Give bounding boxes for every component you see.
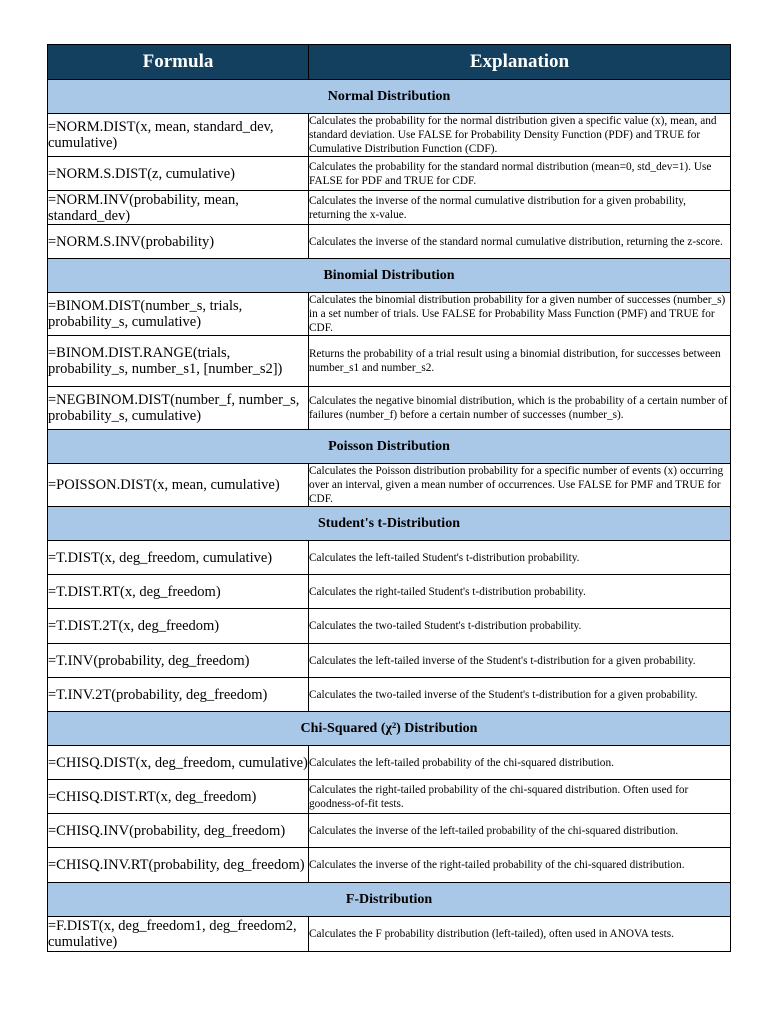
section-header-row (48, 80, 731, 114)
explanation-cell: Calculates the inverse of the standard normal cumulative distribution, returning the z-score. (309, 225, 731, 259)
table-row (48, 541, 731, 575)
table-row (48, 575, 731, 609)
table-row (48, 157, 731, 191)
explanation-cell: Calculates the inverse of the normal cumulative distribution for a given probability, returning the x-value. (309, 191, 731, 225)
explanation-cell: Calculates the left-tailed probability of the chi-squared distribution. (309, 746, 731, 780)
formula-cell: =CHISQ.DIST(x, deg_freedom, cumulative) (48, 746, 309, 780)
section-header-row (48, 259, 731, 293)
formula-cell: =CHISQ.DIST.RT(x, deg_freedom) (48, 780, 309, 814)
table-row (48, 678, 731, 712)
table-row (48, 746, 731, 780)
formula-cell: =T.INV.2T(probability, deg_freedom) (48, 678, 309, 712)
formula-cell: =BINOM.DIST.RANGE(trials, probability_s, number_s1, [number_s2]) (48, 336, 309, 387)
table-row (48, 814, 731, 848)
formula-cell: =CHISQ.INV.RT(probability, deg_freedom) (48, 848, 309, 883)
formula-cell: =NORM.INV(probability, mean, standard_dev) (48, 191, 309, 225)
formula-cell: =T.DIST.2T(x, deg_freedom) (48, 609, 309, 644)
formula-cell: =NORM.DIST(x, mean, standard_dev, cumulative) (48, 114, 309, 157)
table-row (48, 114, 731, 157)
explanation-cell: Returns the probability of a trial result using a binomial distribution, for successes between number_s1 and number_s2. (309, 336, 731, 387)
formula-cell: =T.DIST.RT(x, deg_freedom) (48, 575, 309, 609)
formula-cell: =F.DIST(x, deg_freedom1, deg_freedom2, cumulative) (48, 917, 309, 952)
table-row (48, 917, 731, 952)
distribution-formulas-table (47, 44, 731, 952)
formula-cell: =T.INV(probability, deg_freedom) (48, 644, 309, 678)
table-row (48, 387, 731, 430)
section-title: Poisson Distribution (48, 430, 731, 464)
section-header-row (48, 507, 731, 541)
table-row (48, 336, 731, 387)
section-title: Binomial Distribution (48, 259, 731, 293)
explanation-cell: Calculates the inverse of the left-tailed probability of the chi-squared distribution. (309, 814, 731, 848)
explanation-cell: Calculates the probability for the normal distribution given a specific value (x), mean, and standard deviation. Use FALSE for Probability Density Function (PDF) and TRUE for Cumulative Distribution Function (CDF). (309, 114, 731, 157)
formula-cell: =NORM.S.DIST(z, cumulative) (48, 157, 309, 191)
table-row (48, 644, 731, 678)
explanation-cell: Calculates the right-tailed Student's t-distribution probability. (309, 575, 731, 609)
explanation-cell: Calculates the negative binomial distribution, which is the probability of a certain number of failures (number_f) before a certain number of successes (number_s). (309, 387, 731, 430)
table-row (48, 191, 731, 225)
explanation-cell: Calculates the two-tailed inverse of the Student's t-distribution for a given probability. (309, 678, 731, 712)
section-title: Normal Distribution (48, 80, 731, 114)
explanation-cell: Calculates the inverse of the right-tailed probability of the chi-squared distribution. (309, 848, 731, 883)
formula-cell: =NEGBINOM.DIST(number_f, number_s, probability_s, cumulative) (48, 387, 309, 430)
section-title: Chi-Squared (χ²) Distribution (48, 712, 731, 746)
table-row (48, 464, 731, 507)
table-body (48, 80, 731, 952)
section-title: F-Distribution (48, 883, 731, 917)
header-row (48, 45, 731, 80)
explanation-column-header: Explanation (309, 45, 731, 80)
explanation-cell: Calculates the probability for the standard normal distribution (mean=0, std_dev=1). Use FALSE for PDF and TRUE for CDF. (309, 157, 731, 191)
explanation-cell: Calculates the binomial distribution probability for a given number of successes (number_s) in a set number of trials. Use FALSE for Probability Mass Function (PMF) and TRUE for CDF. (309, 293, 731, 336)
section-header-row (48, 883, 731, 917)
table-row (48, 848, 731, 883)
explanation-cell: Calculates the left-tailed inverse of the Student's t-distribution for a given probability. (309, 644, 731, 678)
section-title: Student's t-Distribution (48, 507, 731, 541)
formula-cell: =NORM.S.INV(probability) (48, 225, 309, 259)
explanation-cell: Calculates the Poisson distribution probability for a specific number of events (x) occurring over an interval, given a mean number of occurrences. Use FALSE for PMF and TRUE for CDF. (309, 464, 731, 507)
formula-cell: =BINOM.DIST(number_s, trials, probability_s, cumulative) (48, 293, 309, 336)
explanation-cell: Calculates the left-tailed Student's t-distribution probability. (309, 541, 731, 575)
table-row (48, 293, 731, 336)
formula-cell: =POISSON.DIST(x, mean, cumulative) (48, 464, 309, 507)
explanation-cell: Calculates the right-tailed probability of the chi-squared distribution. Often used for goodness-of-fit tests. (309, 780, 731, 814)
table-row (48, 225, 731, 259)
section-header-row (48, 430, 731, 464)
formula-column-header: Formula (48, 45, 309, 80)
formula-cell: =CHISQ.INV(probability, deg_freedom) (48, 814, 309, 848)
table-row (48, 609, 731, 644)
explanation-cell: Calculates the F probability distribution (left-tailed), often used in ANOVA tests. (309, 917, 731, 952)
explanation-cell: Calculates the two-tailed Student's t-distribution probability. (309, 609, 731, 644)
section-header-row (48, 712, 731, 746)
formula-cell: =T.DIST(x, deg_freedom, cumulative) (48, 541, 309, 575)
table-row (48, 780, 731, 814)
